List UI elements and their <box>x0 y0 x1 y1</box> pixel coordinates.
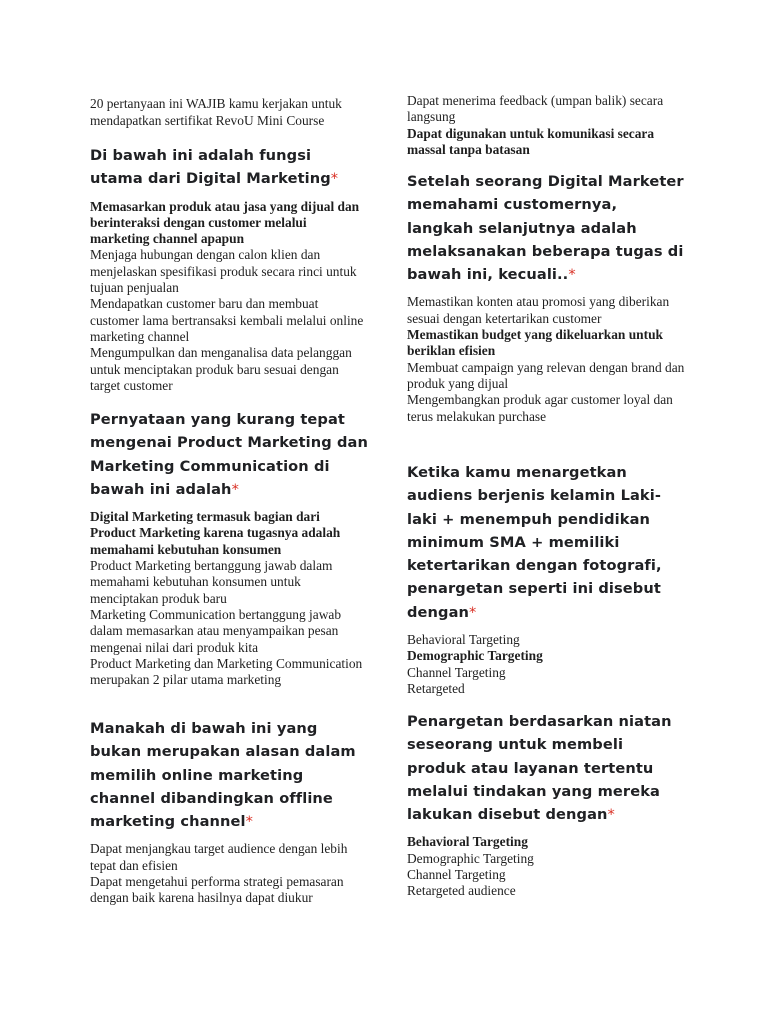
question-6 <box>407 710 685 900</box>
answer-option[interactable]: Dapat mengetahui performa strategi pemasaran dengan baik karena hasilnya dapat diukur <box>90 874 344 906</box>
required-marker: * <box>568 266 576 284</box>
answer-options <box>90 199 368 395</box>
answer-option[interactable]: Demographic Targeting <box>407 648 543 664</box>
answer-option[interactable]: Memastikan budget yang dikeluarkan untuk beriklan efisien <box>407 327 663 359</box>
answer-option[interactable]: Memasarkan produk atau jasa yang dijual dan berinteraksi dengan customer melalui marketing channel apapun <box>90 198 360 247</box>
answer-option[interactable]: Dapat menjangkau target audience dengan lebih tepat dan efisien <box>90 841 348 873</box>
answer-option[interactable]: Marketing Communication bertanggung jawab dalam memasarkan atau menyampaikan pesan mengenai nilai dari produk kita <box>90 606 342 655</box>
answer-option[interactable]: Behavioral Targeting <box>407 632 520 648</box>
question-2 <box>90 408 368 688</box>
required-marker: * <box>245 813 254 831</box>
answer-options <box>407 294 685 424</box>
question-4 <box>407 170 685 425</box>
answer-options <box>90 841 368 906</box>
question-3-continued <box>407 93 685 158</box>
question-title-text: Ketika kamu menargetkan audiens berjenis kelamin Laki-laki + menempuh pendidikan minimum SMA + memiliki ketertarikan dengan fotografi, penargetan seperti ini disebut dengan <box>407 464 662 621</box>
answer-options <box>407 834 685 899</box>
required-marker: * <box>607 806 615 824</box>
answer-option[interactable]: Membuat campaign yang relevan dengan brand dan produk yang dijual <box>407 359 685 391</box>
answer-option[interactable]: Dapat digunakan untuk komunikasi secara massal tanpa batasan <box>407 125 655 157</box>
question-title-text: Manakah di bawah ini yang bukan merupakan alasan dalam memilih online marketing channel dibandingkan offline marketing channel <box>90 720 356 831</box>
answer-option[interactable]: Mendapatkan customer baru dan membuat customer lama bertransaksi kembali melalui online marketing channel <box>90 296 364 344</box>
question-title <box>407 170 685 286</box>
answer-options <box>407 93 685 158</box>
answer-option[interactable]: Mengumpulkan dan menganalisa data pelanggan untuk menciptakan produk baru sesuai dengan target customer <box>90 345 352 393</box>
question-5 <box>407 461 685 697</box>
question-title-text: Setelah seorang Digital Marketer memahami customernya, langkah selanjutnya adalah melaksanakan beberapa tugas di bawah ini, kecuali.. <box>407 173 684 284</box>
answer-option[interactable]: Channel Targeting <box>407 867 506 883</box>
question-title <box>90 717 368 833</box>
answer-option[interactable]: Dapat menerima feedback (umpan balik) secara langsung <box>407 93 664 125</box>
question-title <box>407 461 685 624</box>
question-title-text: Penargetan berdasarkan niatan seseorang untuk membeli produk atau layanan tertentu melalui tindakan yang mereka lakukan disebut dengan <box>407 713 672 824</box>
answer-option[interactable]: Channel Targeting <box>407 664 506 680</box>
question-title <box>407 710 685 826</box>
answer-option[interactable]: Retargeted <box>407 680 465 696</box>
answer-option[interactable]: Digital Marketing termasuk bagian dari Product Marketing karena tugasnya adalah memahami kebutuhan konsumen <box>90 509 341 557</box>
answer-option[interactable]: Product Marketing dan Marketing Communication merupakan 2 pilar utama marketing <box>90 655 363 688</box>
answer-option[interactable]: Product Marketing bertanggung jawab dalam memahami kebutuhan konsumen untuk menciptakan produk baru <box>90 558 333 606</box>
required-marker: * <box>330 170 339 188</box>
answer-option[interactable]: Memastikan konten atau promosi yang diberikan sesuai dengan ketertarikan customer <box>407 294 670 326</box>
answer-options <box>90 509 368 688</box>
question-title-text: Di bawah ini adalah fungsi utama dari Digital Marketing <box>90 147 331 188</box>
question-3 <box>90 717 368 907</box>
required-marker: * <box>231 480 239 498</box>
question-1 <box>90 144 368 394</box>
answer-options <box>407 632 685 697</box>
answer-option[interactable]: Demographic Targeting <box>407 850 534 866</box>
question-title-text: Pernyataan yang kurang tepat mengenai Product Marketing dan Marketing Communication di bawah ini adalah <box>90 411 368 498</box>
answer-option[interactable]: Menjaga hubungan dengan calon klien dan menjelaskan spesifikasi produk secara rinci untuk tujuan penjualan <box>90 247 357 296</box>
question-title <box>90 144 368 191</box>
answer-option[interactable]: Mengembangkan produk agar customer loyal dan terus melakukan purchase <box>407 392 673 424</box>
required-marker: * <box>469 603 477 621</box>
question-title <box>90 408 368 501</box>
intro-text: 20 pertanyaan ini WAJIB kamu kerjakan untuk mendapatkan sertifikat RevoU Mini Course <box>90 96 342 128</box>
answer-option[interactable]: Behavioral Targeting <box>407 834 528 850</box>
answer-option[interactable]: Retargeted audience <box>407 883 516 899</box>
